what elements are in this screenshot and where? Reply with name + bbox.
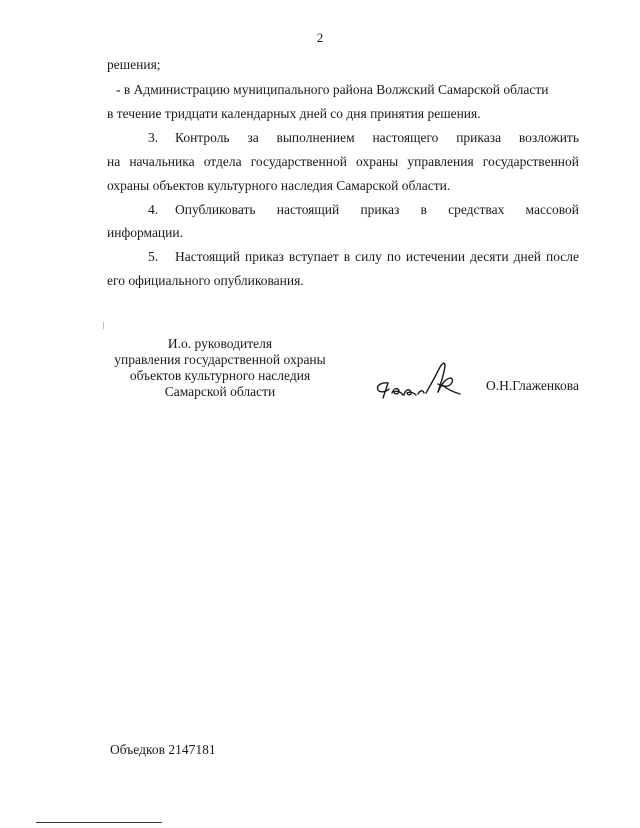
item-4-number: 4. (148, 202, 159, 217)
text-line-3: в течение тридцати календарных дней со дня принятия решения. (107, 106, 481, 121)
signatory-title-line-2: управления государственной охраны (114, 352, 326, 367)
item-4-line-2: информации. (107, 225, 183, 240)
signatory-title-line-4: Самарской области (164, 384, 276, 399)
item-5-number: 5. (148, 249, 159, 264)
signatory-title-line-3: объектов культурного наследия (129, 368, 311, 383)
item-3-number: 3. (148, 130, 159, 145)
item-4-line-1: Опубликовать настоящий приказ в средствах массовой (175, 202, 579, 217)
page-number: 2 (316, 30, 324, 45)
executor-note: Объедков 2147181 (110, 742, 216, 757)
item-3-line-3: охраны объектов культурного наследия Самарской области. (107, 178, 451, 193)
text-line-2: - в Администрацию муниципального района Волжский Самарской области (116, 82, 549, 97)
item-3-line-2: на начальника отдела государственной охраны управления государственной (107, 154, 579, 169)
text-line-1: решения; (107, 57, 161, 72)
signatory-name: О.Н.Глаженкова (486, 378, 579, 393)
item-3-line-1: Контроль за выполнением настоящего приказа возложить (175, 130, 579, 145)
scan-artifact (103, 322, 104, 329)
signatory-title-line-1: И.о. руководителя (167, 336, 273, 351)
item-5-line-1: Настоящий приказ вступает в силу по истечении десяти дней после (175, 249, 579, 264)
handwritten-signature (372, 352, 468, 413)
item-5-line-2: его официального опубликования. (107, 273, 304, 288)
footer-divider (36, 822, 162, 823)
